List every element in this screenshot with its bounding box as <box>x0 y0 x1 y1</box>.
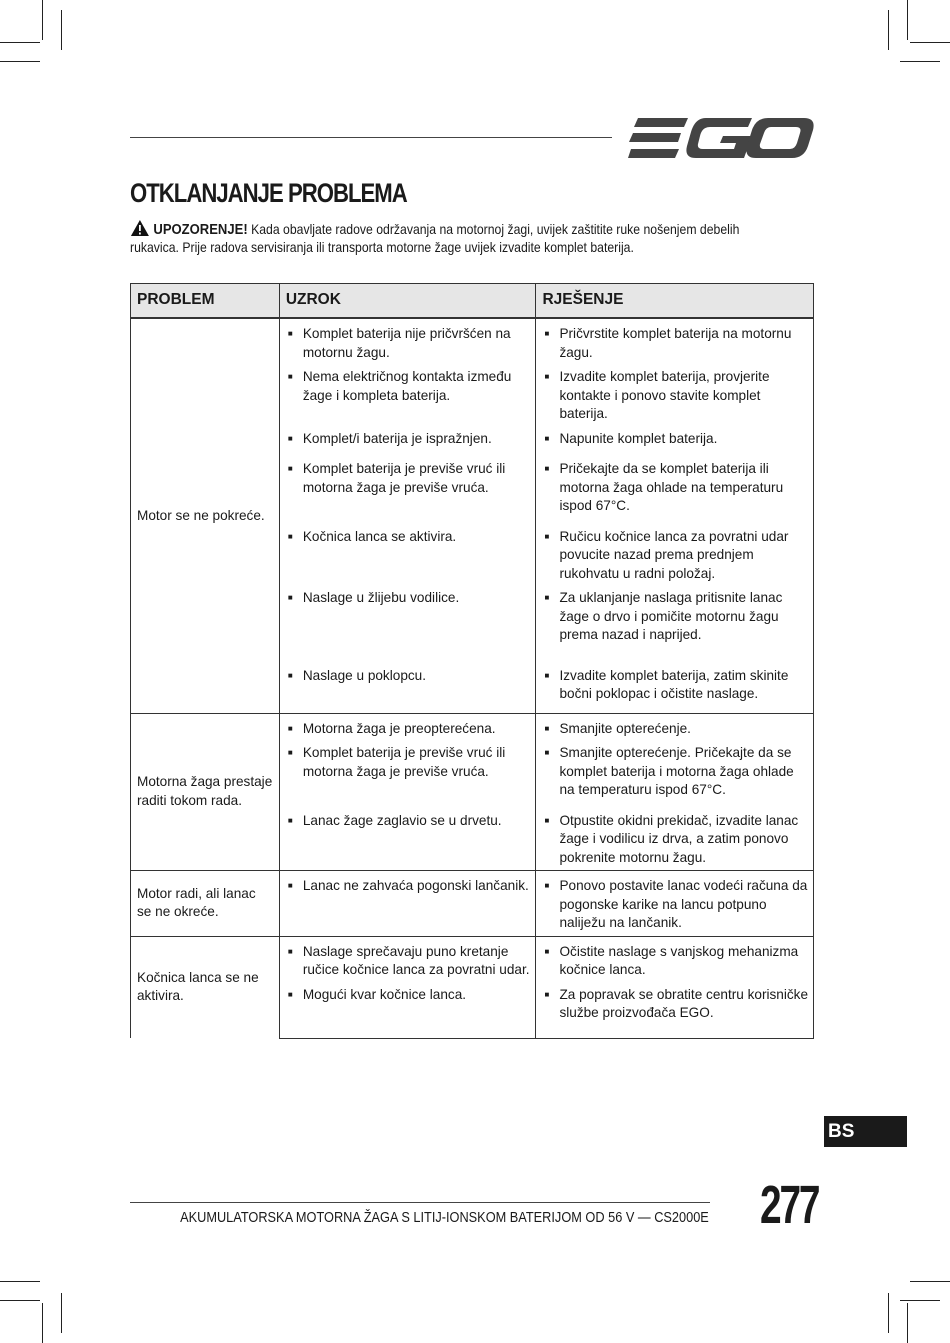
bullet-icon: ■ <box>287 433 293 443</box>
bullet-icon: ■ <box>287 531 293 541</box>
crop-mark <box>61 1293 62 1333</box>
crop-mark <box>0 42 40 43</box>
problem-cell: Motorna žaga prestaje raditi tokom rada. <box>131 713 280 871</box>
bullet-icon: ■ <box>544 748 550 757</box>
crop-mark <box>42 1303 43 1343</box>
warning-triangle-icon <box>130 219 150 237</box>
problem-cell: Motor se ne pokreće. <box>131 318 280 713</box>
bullet-icon: ■ <box>544 723 550 733</box>
bullet-icon: ■ <box>287 723 293 733</box>
cause-cell <box>279 586 536 664</box>
crop-mark <box>61 10 62 50</box>
cause-cell <box>279 457 536 525</box>
crop-mark <box>910 42 950 43</box>
bullet-icon: ■ <box>544 329 550 338</box>
page-title: OTKLANJANJE PROBLEMA <box>130 178 407 208</box>
cause-text: Nema električnog kontakta između žage i kompleta baterija. <box>302 369 512 403</box>
table-row <box>131 713 814 741</box>
solution-text: Ručicu kočnice lanca za povratni udar povucite nazad prema prednjem rukohvatu u radni položaj. <box>559 528 789 581</box>
crop-mark <box>42 0 43 40</box>
bullet-icon: ■ <box>287 670 293 680</box>
crop-mark <box>907 0 908 40</box>
solution-cell <box>536 983 814 1039</box>
cause-cell <box>279 809 536 871</box>
ego-logo <box>628 116 814 160</box>
solution-cell <box>536 741 814 809</box>
bullet-icon: ■ <box>287 372 293 381</box>
cause-cell <box>279 427 536 458</box>
solution-text: Za uklanjanje naslaga pritisnite lanac žage o drvo i pomičite motornu žagu prema nazad i naprijed. <box>559 590 783 642</box>
table-row <box>131 936 814 983</box>
bullet-icon: ■ <box>544 815 550 825</box>
footer-rule <box>130 1202 710 1203</box>
crop-mark <box>900 1300 940 1301</box>
cause-text: Kočnica lanca se aktivira. <box>302 528 457 544</box>
bullet-icon: ■ <box>287 881 293 890</box>
bullet-icon: ■ <box>287 946 293 956</box>
table-row <box>131 871 814 937</box>
crop-mark <box>888 10 889 50</box>
cause-cell <box>279 525 536 587</box>
crop-mark <box>910 1281 950 1282</box>
problem-cell: Kočnica lanca se ne aktivira. <box>131 936 280 1038</box>
warning-text: Kada obavljate radove održavanja na motornoj žagi, uvijek zaštitite ruke nošenjem debelih rukavica. Prije radova servisiranja ili transporta motorne žage uvijek izvadite komplet baterija. <box>130 222 740 255</box>
cause-text: Naslage u žlijebu vodilice. <box>302 590 460 605</box>
bullet-icon: ■ <box>287 815 293 825</box>
solution-cell <box>536 365 814 427</box>
problem-cell: Motor radi, ali lanac se ne okreće. <box>131 871 280 937</box>
solution-text: Očistite naslage s vanjskog mehanizma kočnice lanca. <box>559 943 799 977</box>
bullet-icon: ■ <box>287 464 293 473</box>
bullet-icon: ■ <box>544 593 550 602</box>
solution-cell <box>536 586 814 664</box>
cause-cell <box>279 713 536 741</box>
warning-notice <box>130 219 778 257</box>
header-cause: UZROK <box>279 284 536 319</box>
crop-mark <box>0 1281 40 1282</box>
cause-cell <box>279 741 536 809</box>
crop-mark <box>0 61 40 62</box>
solution-text: Smanjite opterećenje. <box>559 720 691 736</box>
crop-mark <box>0 1300 40 1301</box>
cause-text: Komplet baterija je previše vruć ili motorna žaga je previše vruća. <box>302 461 506 495</box>
bullet-icon: ■ <box>544 989 550 999</box>
header-problem: PROBLEM <box>131 284 280 319</box>
cause-text: Mogući kvar kočnice lanca. <box>302 986 467 1002</box>
solution-cell <box>536 525 814 587</box>
solution-cell <box>536 936 814 983</box>
bullet-icon: ■ <box>544 881 550 890</box>
solution-text: Pričvrstite komplet baterija na motornu žagu. <box>559 326 792 360</box>
solution-text: Otpustite okidni prekidač, izvadite lanac žage i vodilicu iz drva, a zatim ponovo pokrenite motornu žagu. <box>559 812 799 865</box>
cause-cell <box>279 936 536 983</box>
bullet-icon: ■ <box>287 748 293 757</box>
cause-text: Komplet baterija nije pričvršćen na motornu žagu. <box>302 326 511 360</box>
cause-text: Komplet baterija je previše vruć ili motorna žaga je previše vruća. <box>302 745 506 779</box>
bullet-icon: ■ <box>544 670 550 680</box>
footer-text: AKUMULATORSKA MOTORNA ŽAGA S LITIJ-IONSKOM BATERIJOM OD 56 V — CS2000E <box>180 1210 709 1226</box>
solution-cell <box>536 457 814 525</box>
solution-text: Ponovo postavite lanac vodeći računa da pogonske karike na lancu potpuno naliježu na lančanik. <box>559 878 808 930</box>
cause-text: Komplet/i baterija je ispražnjen. <box>302 430 492 446</box>
cause-cell <box>279 664 536 714</box>
header-solution: RJEŠENJE <box>536 284 814 319</box>
solution-cell <box>536 871 814 937</box>
solution-text: Pričekajte da se komplet baterija ili motorna žaga ohlade na temperaturu ispod 67°C. <box>559 461 784 513</box>
bullet-icon: ■ <box>287 989 293 999</box>
bullet-icon: ■ <box>544 433 550 443</box>
bullet-icon: ■ <box>544 946 550 956</box>
solution-text: Napunite komplet baterija. <box>559 430 718 446</box>
troubleshooting-table <box>130 283 814 1039</box>
warning-label: UPOZORENJE! <box>153 222 248 238</box>
bullet-icon: ■ <box>287 329 293 338</box>
cause-cell <box>279 318 536 365</box>
cause-cell <box>279 365 536 427</box>
cause-cell <box>279 871 536 937</box>
solution-text: Za popravak se obratite centru korisničke službe proizvođača EGO. <box>559 986 809 1020</box>
solution-text: Izvadite komplet baterija, provjerite kontakte i ponovo stavite komplet baterija. <box>559 369 770 421</box>
language-tab: BS <box>824 1116 907 1147</box>
page-number: 277 <box>760 1175 819 1235</box>
crop-mark <box>900 61 940 62</box>
solution-cell <box>536 664 814 714</box>
solution-cell <box>536 713 814 741</box>
solution-text: Izvadite komplet baterija, zatim skinite bočni poklopac i očistite naslage. <box>559 667 789 701</box>
header-rule <box>130 137 612 138</box>
crop-mark <box>888 1293 889 1333</box>
cause-text: Lanac žage zaglavio se u drvetu. <box>302 812 502 828</box>
cause-text: Motorna žaga je preopterećena. <box>302 720 496 736</box>
crop-mark <box>907 1303 908 1343</box>
bullet-icon: ■ <box>287 593 293 602</box>
cause-text: Naslage u poklopcu. <box>302 667 427 683</box>
table-row <box>131 318 814 365</box>
cause-text: Lanac ne zahvaća pogonski lančanik. <box>302 878 529 893</box>
solution-cell <box>536 318 814 365</box>
bullet-icon: ■ <box>544 372 550 381</box>
bullet-icon: ■ <box>544 531 550 541</box>
solution-cell <box>536 809 814 871</box>
bullet-icon: ■ <box>544 464 550 473</box>
solution-cell <box>536 427 814 458</box>
table-header-row <box>131 284 814 319</box>
solution-text: Smanjite opterećenje. Pričekajte da se komplet baterija i motorna žaga ohlade na temperaturu ispod 67°C. <box>559 745 794 797</box>
cause-text: Naslage sprečavaju puno kretanje ručice kočnice lanca za povratni udar. <box>302 943 530 977</box>
cause-cell <box>279 983 536 1039</box>
